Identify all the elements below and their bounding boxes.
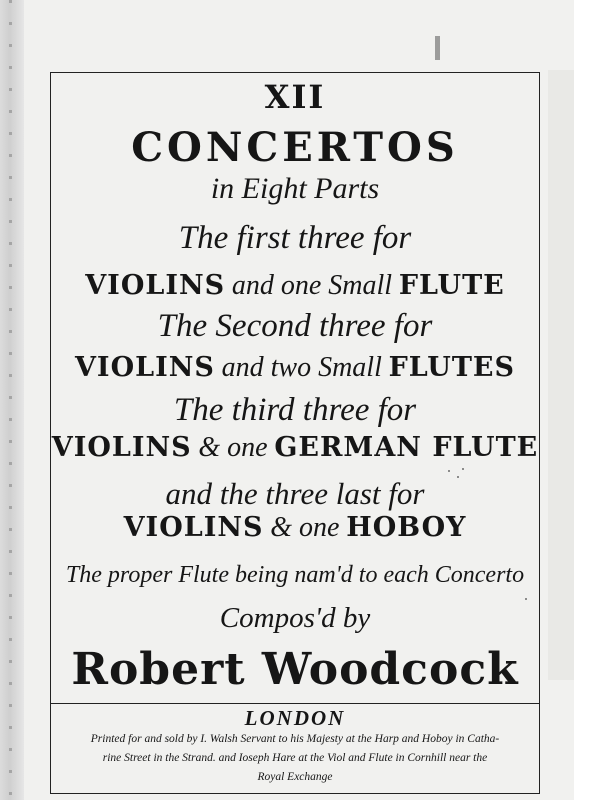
flute-note: The proper Flute being nam'd to each Concerto [65,562,525,588]
group4-instrument-b: HOBOY [346,512,467,543]
imprint-city: LONDON [244,706,346,730]
group2-instruments [50,352,540,384]
group4-instruments [50,512,540,544]
ink-speck [457,476,459,478]
page-subtitle: in Eight Parts [210,172,380,205]
imprint-divider [50,703,540,704]
imprint-line-2: rine Street in the Strand. and Ioseph Hare at the Viol and Flute in Cornhill near the [102,752,488,764]
imprint-line-3: Royal Exchange [257,771,333,783]
ink-speck [462,468,464,470]
group2-conjunction: and two Small [221,352,382,383]
volume-number: XII [264,78,326,116]
group1-instruments [50,270,540,302]
group2-instrument-b: FLUTES [388,352,516,383]
group3-instruments [50,432,540,464]
group2-intro: The Second three for [157,308,433,344]
group3-intro: The third three for [173,392,417,428]
group4-intro: and the three last for [165,476,425,511]
imprint-line-1: Printed for and sold by I. Walsh Servant to his Majesty at the Harp and Hoboy in Catha- [90,733,500,745]
group2-instrument-a: VIOLINS [74,352,215,383]
group1-instrument-b: FLUTE [398,270,505,301]
group1-conjunction: and one Small [231,270,393,301]
paper-edge [548,70,574,680]
tape-mark [435,36,440,60]
binding-edge [0,0,24,800]
composed-by: Compos'd by [219,602,371,634]
composer-name: Robert Woodcock [71,644,519,695]
group4-instrument-a: VIOLINS [123,512,264,543]
page-title: CONCERTOS [131,124,459,171]
group3-instrument-a: VIOLINS [51,432,192,463]
group4-conjunction: & one [270,512,340,543]
ink-speck [525,598,527,600]
group3-conjunction: & one [198,432,268,463]
group1-instrument-a: VIOLINS [85,270,226,301]
group3-instrument-b: GERMAN FLUTE [274,432,539,463]
ink-speck [448,470,450,472]
group1-intro: The first three for [178,220,412,256]
